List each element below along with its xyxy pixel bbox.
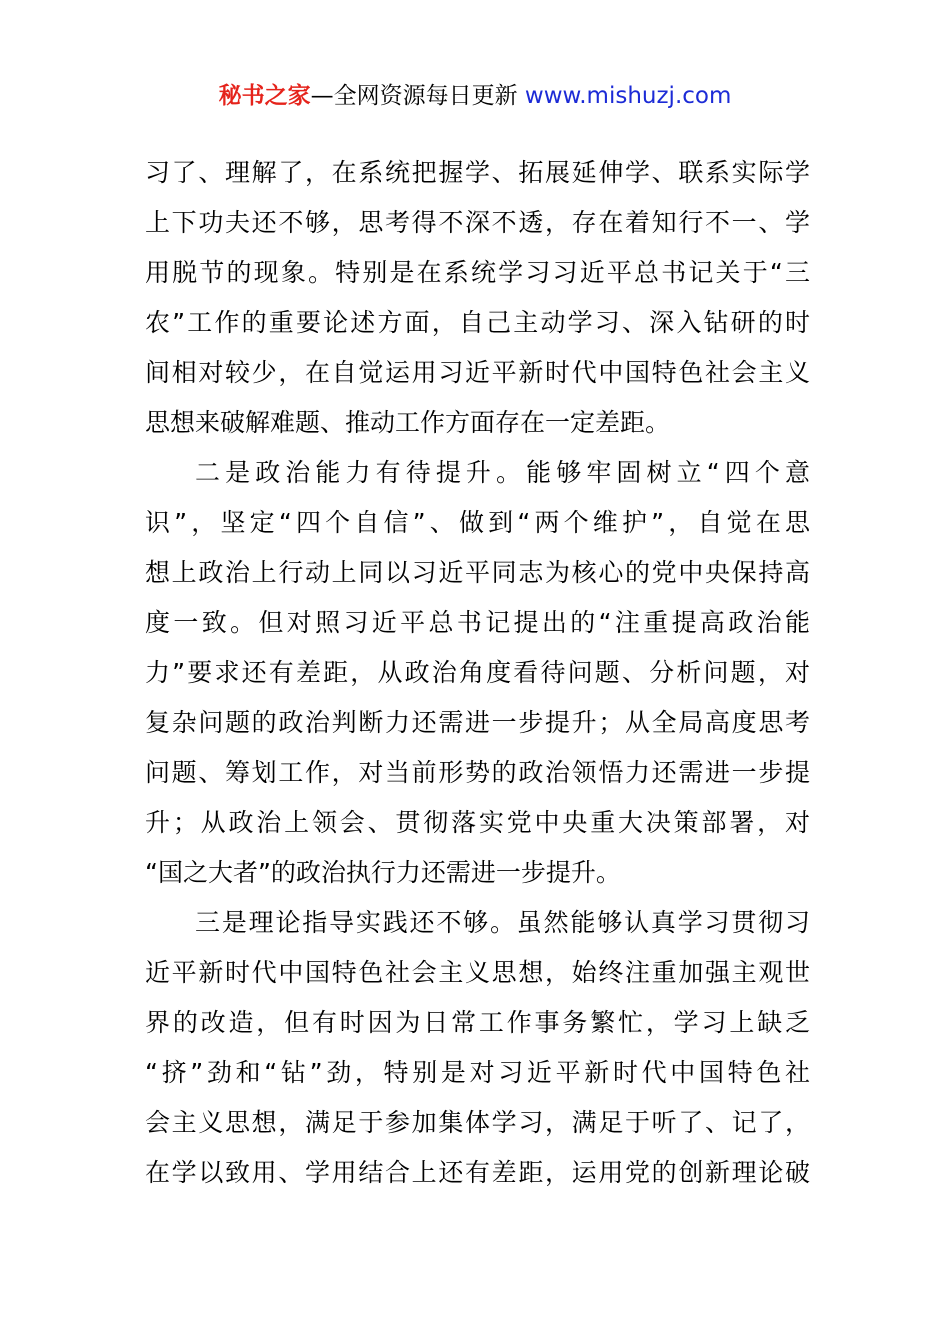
text-line: 复杂问题的政治判断力还需进一步提升；从全局高度思考 (145, 708, 810, 737)
site-url-link[interactable]: www.mishuzj.com (524, 83, 732, 109)
text-line: 想上政治上行动上同以习近平同志为核心的党中央保持高 (145, 558, 810, 587)
page-header (0, 80, 950, 112)
text-line: 力”要求还有差距，从政治角度看待问题、分析问题，对 (145, 658, 810, 687)
text-line: 升；从政治上领会、贯彻落实党中央重大决策部署，对 (145, 808, 810, 837)
text-line: 上下功夫还不够，思考得不深不透，存在着知行不一、学 (145, 208, 810, 237)
paragraph-first-line: 三是理论指导实践还不够。虽然能够认真学习贯彻习 (195, 908, 810, 937)
text-line: 近平新时代中国特色社会主义思想，始终注重加强主观世 (145, 958, 810, 987)
text-line: 在学以致用、学用结合上还有差距，运用党的创新理论破 (145, 1158, 810, 1187)
text-line: “国之大者”的政治执行力还需进一步提升。 (145, 858, 621, 887)
text-line: 农”工作的重要论述方面，自己主动学习、深入钻研的时 (145, 308, 810, 337)
header-tagline: —全网资源每日更新 (310, 83, 525, 109)
text-line: “挤”劲和“钻”劲，特别是对习近平新时代中国特色社 (145, 1058, 810, 1087)
text-line: 度一致。但对照习近平总书记提出的“注重提高政治能 (145, 608, 810, 637)
text-line: 问题、筹划工作，对当前形势的政治领悟力还需进一步提 (145, 758, 810, 787)
text-line: 思想来破解难题、推动工作方面存在一定差距。 (145, 408, 671, 437)
text-line: 间相对较少，在自觉运用习近平新时代中国特色社会主义 (145, 358, 810, 387)
brand-name: 秘书之家 (218, 83, 311, 109)
text-line: 会主义思想，满足于参加集体学习，满足于听了、记了， (145, 1108, 810, 1137)
text-line: 用脱节的现象。特别是在系统学习习近平总书记关于“三 (145, 258, 810, 287)
text-line: 界的改造，但有时因为日常工作事务繁忙，学习上缺乏 (145, 1008, 810, 1037)
text-line: 识”，坚定“四个自信”、做到“两个维护”，自觉在思 (145, 508, 810, 537)
text-line: 习了、理解了，在系统把握学、拓展延伸学、联系实际学 (145, 158, 810, 187)
paragraph-first-line: 二是政治能力有待提升。能够牢固树立“四个意 (195, 458, 810, 487)
document-body (145, 148, 810, 1198)
